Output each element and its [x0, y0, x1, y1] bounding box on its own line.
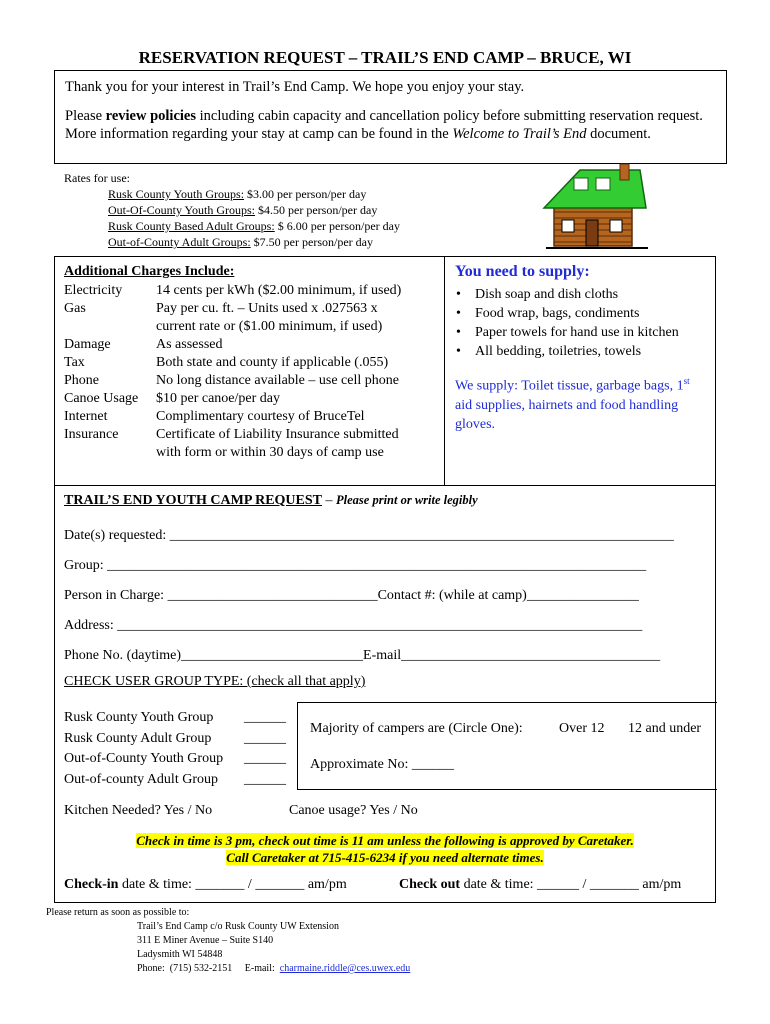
charge-row: with form or within 30 days of camp use	[156, 445, 384, 460]
charges-heading: Additional Charges Include:	[64, 264, 235, 279]
group-field[interactable]: Group: _____________________________________________________________________________	[64, 558, 647, 573]
column-divider	[444, 257, 445, 485]
person-contact-field[interactable]: Person in Charge: ______________________________Contact #: (while at camp)________________	[64, 588, 639, 603]
checkin-notice: Check in time is 3 pm, check out time is 11 am unless the following is approved by Caretaker. Call Caretaker at 715-415-6234 if you need alternate times.	[136, 833, 634, 865]
return-instruction: Please return as soon as possible to:	[46, 907, 190, 918]
supply-item: • Dish soap and dish cloths	[453, 285, 715, 304]
page-title: RESERVATION REQUEST – TRAIL’S END CAMP – BRUCE, WI	[138, 48, 632, 67]
charge-row: Gas Pay per cu. ft. – Units used x .027563 x	[64, 301, 378, 316]
address-field[interactable]: Address: ___________________________________________________________________________	[64, 618, 643, 633]
supply-list	[453, 285, 715, 361]
review-policies-emphasis: review policies	[105, 108, 197, 124]
group-type-row[interactable]: Rusk County Adult Group ______	[64, 730, 286, 746]
option-12-and-under[interactable]: 12 and under	[628, 721, 702, 736]
rate-item: Out-of-County Adult Groups: $7.50 per person/per day	[108, 235, 373, 249]
kitchen-needed-option[interactable]: Kitchen Needed? Yes / No	[64, 803, 213, 818]
canoe-usage-option[interactable]: Canoe usage? Yes / No	[289, 803, 418, 818]
charge-row: Phone No long distance available – use cell phone	[64, 373, 399, 388]
check-group-type-heading: CHECK USER GROUP TYPE: (check all that apply)	[64, 674, 366, 689]
rates-list	[108, 186, 400, 250]
supply-item: • Paper towels for hand use in kitchen	[453, 323, 715, 342]
group-type-row[interactable]: Rusk County Youth Group ______	[64, 710, 286, 725]
majority-box	[297, 702, 717, 790]
email-link[interactable]: charmaine.riddle@ces.uwex.edu	[279, 963, 411, 974]
mailing-address	[137, 920, 410, 976]
majority-question: Majority of campers are (Circle One):	[310, 721, 523, 736]
supply-item: • All bedding, toiletries, towels	[453, 342, 715, 361]
charge-row: Tax Both state and county if applicable (.055)	[64, 355, 389, 370]
address-line: 311 E Miner Avenue – Suite S140	[137, 935, 274, 946]
cabin-icon	[540, 162, 650, 252]
we-supply-note: We supply: Toilet tissue, garbage bags, 1st aid supplies, hairnets and food handling gloves.	[455, 376, 690, 432]
phone-email-field[interactable]: Phone No. (daytime)__________________________E-mail_____________________________________	[64, 648, 661, 663]
charge-row: Internet Complimentary courtesy of BruceTel	[64, 409, 365, 424]
rate-item: Rusk County Youth Groups: $3.00 per person/per day	[108, 187, 367, 201]
rate-item: Out-Of-County Youth Groups: $4.50 per person/per day	[108, 203, 378, 217]
charge-row: Canoe Usage $10 per canoe/per day	[64, 391, 280, 406]
charge-row: current rate or ($1.00 minimum, if used)	[156, 319, 383, 334]
option-over-12[interactable]: Over 12	[559, 721, 605, 736]
group-type-row[interactable]: Out-of-county Adult Group ______	[64, 771, 286, 787]
group-type-row[interactable]: Out-of-County Youth Group ______	[64, 751, 286, 766]
rate-item: Rusk County Based Adult Groups: $ 6.00 per person/per day	[108, 219, 400, 233]
contact-line: Phone: (715) 532-2151 E-mail: charmaine.riddle@ces.uwex.edu	[137, 963, 411, 974]
charge-row: Electricity 14 cents per kWh ($2.00 minimum, if used)	[64, 283, 402, 298]
group-type-list	[64, 708, 286, 790]
charges-box	[54, 256, 716, 486]
intro-thanks: Thank you for your interest in Trail’s End Camp. We hope you enjoy your stay.	[65, 79, 525, 95]
rates-heading: Rates for use:	[64, 171, 130, 185]
charges-list	[64, 282, 401, 462]
intro-policies: Please review policies including cabin capacity and cancellation policy before submitting reservation request. More information regarding your stay at camp can be found in the Welcome to Trail’s End document.	[65, 108, 703, 142]
approximate-number-field[interactable]: Approximate No: ______	[310, 757, 454, 772]
welcome-doc-title: Welcome to Trail’s End	[452, 126, 587, 142]
form-heading: TRAIL’S END YOUTH CAMP REQUEST – Please print or write legibly	[64, 493, 478, 508]
supply-item: • Food wrap, bags, condiments	[453, 304, 715, 323]
address-line: Trail’s End Camp c/o Rusk County UW Extension	[137, 921, 339, 932]
supply-heading: You need to supply:	[455, 263, 590, 280]
request-form	[54, 485, 716, 903]
checkin-field[interactable]: Check-in date & time: _______ / _______ am/pm	[64, 877, 347, 892]
dates-requested-field[interactable]: Date(s) requested: ________________________________________________________________________	[64, 528, 674, 543]
checkout-field[interactable]: Check out date & time: ______ / _______ am/pm	[399, 877, 682, 892]
address-line: Ladysmith WI 54848	[137, 949, 223, 960]
charge-row: Damage As assessed	[64, 337, 223, 352]
intro-box	[54, 70, 727, 164]
charge-row: Insurance Certificate of Liability Insurance submitted	[64, 427, 399, 442]
